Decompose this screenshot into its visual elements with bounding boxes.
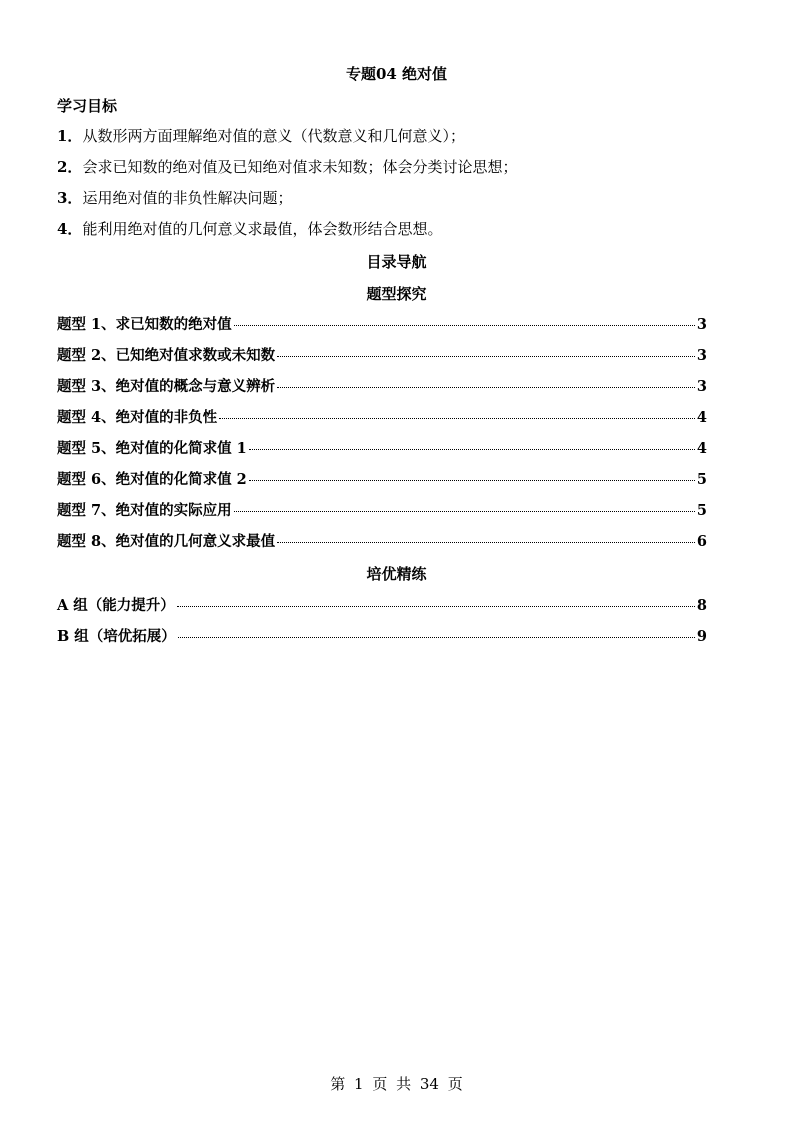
toc-dot-leader (249, 449, 695, 450)
toc-dot-leader (219, 418, 695, 419)
learning-goal-text: 会求已知数的绝对值及已知绝对值求未知数；体会分类讨论思想； (82, 158, 518, 176)
learning-goal-text: 从数形两方面理解绝对值的意义（代数意义和几何意义）； (82, 127, 465, 145)
toc-entry-label: 题型 2、已知绝对值求数或未知数 (57, 347, 276, 364)
learning-goal-text: 能利用绝对值的几何意义求最值，体会数形结合思想。 (82, 220, 443, 238)
toc-entry[interactable] (57, 344, 707, 375)
learning-goal-text: 运用绝对值的非负性解决问题； (82, 189, 293, 207)
toc-entry-page: 3 (696, 347, 707, 364)
toc-entry[interactable] (57, 375, 707, 406)
toc-heading: 目录导航 (366, 253, 427, 271)
learning-goal-item (57, 186, 737, 217)
learning-goal-number: 1． (57, 127, 83, 145)
toc-dot-leader (277, 387, 695, 388)
toc-dot-leader (177, 606, 695, 607)
toc-dot-leader (249, 480, 695, 481)
toc-entry-page: 9 (696, 628, 707, 645)
toc-entry-page: 5 (696, 502, 707, 519)
toc-dot-leader (178, 637, 695, 638)
learning-goal-number: 2． (57, 158, 83, 176)
learning-goal-number: 3． (57, 189, 83, 207)
learning-goal-item (57, 217, 737, 248)
learning-goals-list (57, 124, 737, 248)
toc-entry-label: 题型 4、绝对值的非负性 (57, 409, 218, 426)
toc-practice-list (57, 594, 707, 656)
toc-entry-label: 题型 7、绝对值的实际应用 (57, 502, 232, 519)
toc-entry[interactable] (57, 406, 707, 437)
toc-practice-heading: 培优精练 (366, 565, 427, 583)
toc-dot-leader (277, 356, 695, 357)
toc-dot-leader (277, 542, 695, 543)
learning-goal-item (57, 155, 737, 186)
toc-entry[interactable] (57, 437, 707, 468)
toc-entry-page: 4 (696, 409, 707, 426)
toc-entry-label: 题型 8、绝对值的几何意义求最值 (57, 533, 276, 550)
page-footer: 第 1 页 共 34 页 (330, 1075, 463, 1093)
toc-entry-page: 3 (696, 316, 707, 333)
toc-entry[interactable] (57, 499, 707, 530)
toc-entry-page: 4 (696, 440, 707, 457)
toc-entry-label: 题型 5、绝对值的化简求值 1 (57, 440, 247, 457)
toc-entry[interactable] (57, 468, 707, 499)
toc-entry-label: A 组（能力提升） (57, 597, 175, 614)
toc-entry-label: 题型 6、绝对值的化简求值 2 (57, 471, 247, 488)
toc-entry-label: 题型 1、求已知数的绝对值 (57, 316, 232, 333)
toc-entry-page: 3 (696, 378, 707, 395)
learning-goal-item (57, 124, 737, 155)
toc-entry-label: B 组（培优拓展） (57, 628, 176, 645)
toc-dot-leader (234, 511, 695, 512)
toc-entry[interactable] (57, 313, 707, 344)
toc-entry[interactable] (57, 594, 707, 625)
toc-entry-label: 题型 3、绝对值的概念与意义辨析 (57, 378, 276, 395)
document-title: 专题04 绝对值 (345, 65, 448, 83)
learning-goals-heading: 学习目标 (57, 97, 118, 115)
toc-explore-heading: 题型探究 (366, 285, 427, 303)
toc-explore-list (57, 313, 707, 561)
toc-entry-page: 6 (696, 533, 707, 550)
toc-entry[interactable] (57, 625, 707, 656)
toc-entry-page: 5 (696, 471, 707, 488)
toc-dot-leader (234, 325, 695, 326)
toc-entry-page: 8 (696, 597, 707, 614)
toc-entry[interactable] (57, 530, 707, 561)
learning-goal-number: 4． (57, 220, 83, 238)
